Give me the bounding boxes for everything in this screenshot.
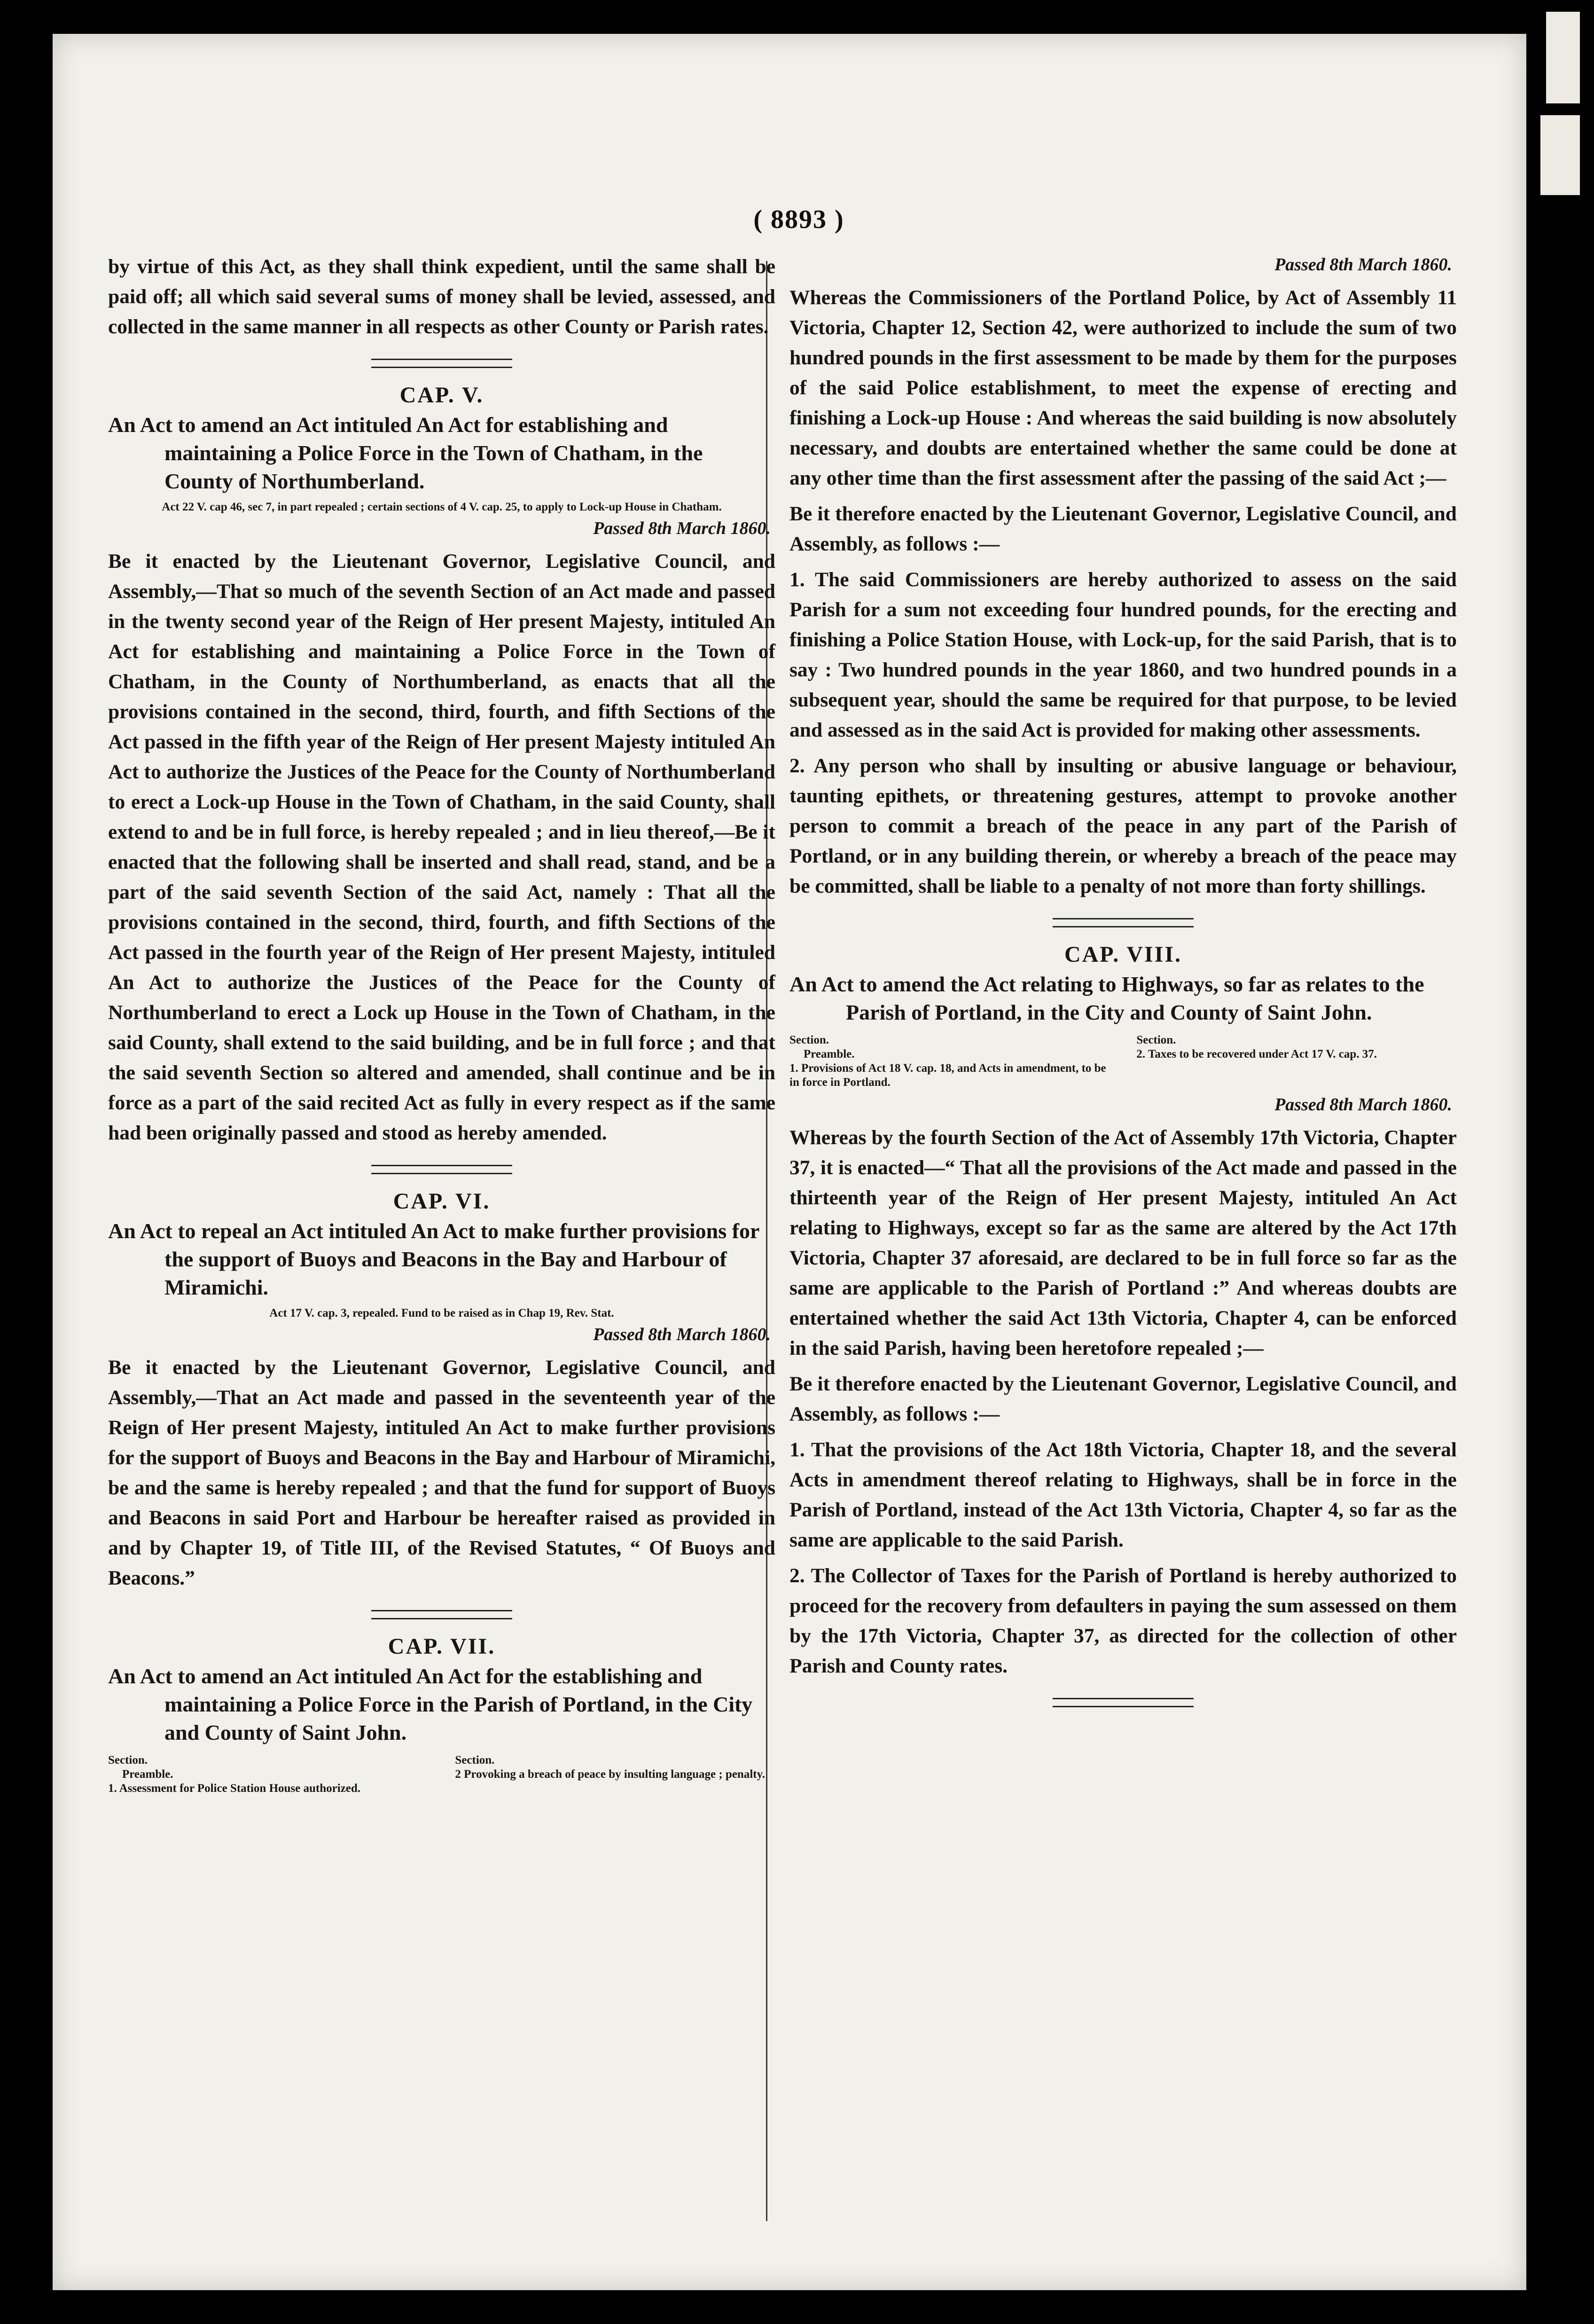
continued-paragraph: by virtue of this Act, as they shall think expedient, until the same shall be paid off; all which said several sums of money shall be levied, assessed, and collected in the same manner in all respects as other County or Parish rates. — [108, 255, 775, 338]
cap-heading: CAP. VI. — [393, 1189, 491, 1214]
section-2: 2. The Collector of Taxes for the Parish of Portland is hereby authorized to proceed for the recovery from defaulters in paying the sum assessed on them by the 17th Victoria, Chapter 37, as directed for the collection of other Parish and County rates. — [789, 1564, 1457, 1677]
contents-right — [455, 1753, 775, 1796]
cap-heading: CAP. VII. — [388, 1634, 496, 1659]
section-1: 1. That the provisions of the Act 18th Victoria, Chapter 18, and the several Acts in amendment thereof relating to Highways, shall be in force in the Parish of Portland, instead of the Act 13th Victoria, Chapter 4, so far as the same are applicable to the said Parish. — [789, 1438, 1457, 1551]
contents-line: Preamble. — [122, 1768, 173, 1781]
section-divider — [371, 1165, 512, 1174]
act-preamble: Whereas the Commissioners of the Portland Police, by Act of Assembly 11 Victoria, Chapter 12, Section 42, were authorized to include the sum of two hundred pounds in the first assessment to be made by them for the purposes of the said Police establishment, to meet the expense of erecting and finishing a Lock-up House : And whereas the said building is now absolutely necessary, and doubts are entertained whether the same could be done at any other time than the first assessment after the passing of the said Act ;— — [789, 286, 1457, 489]
act-title: An Act to amend an Act intituled An Act for the establishing and maintaining a Police Force in the Parish of Portland, in the City and County of Saint John. — [108, 1664, 753, 1744]
contents-line: 1. Assessment for Police Station House authorized. — [108, 1782, 361, 1795]
contents-left — [789, 1033, 1110, 1090]
section-divider — [371, 1610, 512, 1619]
cap-heading: CAP. VIII. — [1064, 942, 1182, 967]
right-column — [789, 251, 1457, 1721]
cap-heading: CAP. V. — [399, 383, 484, 408]
enacting-clause: Be it therefore enacted by the Lieutenant Governor, Legislative Council, and Assembly, as follows :— — [789, 502, 1457, 555]
contents-line: Section. — [455, 1754, 495, 1767]
contents-left — [108, 1753, 429, 1796]
act-preamble: Whereas by the fourth Section of the Act of Assembly 17th Victoria, Chapter 37, it is enacted—“ That all the provisions of the Act made and passed in the thirteenth year of the Reign of Her present Majesty, intituled An Act relating to Highways, except so far as the same are altered by the Act 17th Victoria, Chapter 37 aforesaid, are declared to be in full force so far as the same are applicable to the Parish of Portland :” And whereas doubts are entertained whether the said Act 13th Victoria, Chapter 4, can be enforced in the said Parish, having been heretofore repealed ;— — [789, 1126, 1457, 1359]
section-divider — [1053, 918, 1194, 927]
marginal-note: Act 22 V. cap 46, sec 7, in part repealed ; certain sections of 4 V. cap. 25, to apply to Lock-up House in Chatham. — [162, 501, 722, 513]
act-title: An Act to amend an Act intituled An Act for establishing and maintaining a Police Force in the Town of Chatham, in the County of Northumberland. — [108, 413, 703, 493]
section-divider — [371, 359, 512, 368]
table-of-contents — [108, 1753, 775, 1796]
marginal-note: Act 17 V. cap. 3, repealed. Fund to be raised as in Chap 19, Rev. Stat. — [269, 1307, 614, 1319]
section-2: 2. Any person who shall by insulting or abusive language or behaviour, taunting epithets, or threatening gestures, attempt to provoke another person to commit a breach of the peace in any part of the Parish of Portland, or in any building therein, or whereby a breach of the peace may be committed, shall be liable to a penalty of not more than forty shillings. — [789, 754, 1457, 897]
page-edge-tab — [1546, 12, 1580, 103]
act-body: Be it enacted by the Lieutenant Governor, Legislative Council, and Assembly,—That an Act made and passed in the seventeenth year of the Reign of Her present Majesty, intituled An Act to make further provisions for the support of Buoys and Beacons in the Bay and Harbour of Miramichi, be and the same is hereby repealed ; and that the fund for support of Buoys and Beacons in said Port and Harbour be hereafter raised as provided in and by Chapter 19, of Title III, of the Revised Statutes, “ Of Buoys and Beacons.” — [108, 1356, 775, 1589]
page-edge-tab — [1540, 115, 1580, 195]
enacting-clause: Be it therefore enacted by the Lieutenant Governor, Legislative Council, and Assembly, as follows :— — [789, 1373, 1457, 1425]
act-title: An Act to repeal an Act intituled An Act to make further provisions for the support of Buoys and Beacons in the Bay and Harbour of Miramichi. — [108, 1219, 759, 1299]
contents-line: Section. — [1136, 1034, 1176, 1046]
page-number: ( 8893 ) — [753, 205, 844, 234]
contents-line: Preamble. — [804, 1048, 855, 1060]
table-of-contents — [789, 1033, 1457, 1090]
section-divider — [1053, 1698, 1194, 1707]
contents-line: 2. Taxes to be recovered under Act 17 V. cap. 37. — [1136, 1048, 1377, 1060]
contents-line: Section. — [108, 1754, 148, 1767]
act-body: Be it enacted by the Lieutenant Governor, Legislative Council, and Assembly,—That so much of the seventh Section of an Act made and passed in the twenty second year of the Reign of Her present Majesty, intituled An Act for establishing and maintaining a Police Force in the Town of Chatham, in the County of Northumberland, as enacts that all the provisions contained in the second, third, fourth, and fifth Sections of the Act passed in the fifth year of the Reign of Her present Majesty intituled An Act to authorize the Justices of the Peace for the County of Northumberland to erect a Lock-up House in the Town of Chatham, in the said County, shall extend to and be in full force, is hereby repealed ; and in lieu thereof,—Be it enacted that the following shall be inserted and shall read, stand, and be a part of the said seventh Section of the said Act, namely : That all the provisions contained in the second, third, fourth, and fifth Sections of the Act passed in the fourth year of the Reign of Her present Majesty, intituled An Act to authorize the Justices of the Peace for the County of Northumberland to erect a Lock up House in the Town of Chatham, in the said County, shall extend to the said building, and be in full force ; and that the said seventh Section so altered and amended, shall continue and be in force as a part of the said recited Act as fully in every respect as if the same had been originally passed and stood as hereby amended. — [108, 550, 775, 1144]
act-title: An Act to amend the Act relating to Highways, so far as relates to the Parish of Portland, in the City and County of Saint John. — [789, 972, 1424, 1024]
contents-right — [1136, 1033, 1457, 1090]
contents-line: 2 Provoking a breach of peace by insulting language ; penalty. — [455, 1768, 765, 1781]
passed-date: Passed 8th March 1860. — [593, 518, 771, 538]
passed-date: Passed 8th March 1860. — [1274, 255, 1452, 275]
section-1: 1. The said Commissioners are hereby authorized to assess on the said Parish for a sum not exceeding four hundred pounds, for the erecting and finishing a Police Station House, with Lock-up, for the said Parish, that is to say : Two hundred pounds in the year 1860, and two hundred pounds in a subsequent year, should the same be required for that purpose, to be levied and assessed as in the said Act is provided for making other assessments. — [789, 568, 1457, 741]
contents-line: 1. Provisions of Act 18 V. cap. 18, and Acts in amendment, to be in force in Portland. — [789, 1062, 1106, 1089]
left-column — [108, 251, 775, 1800]
passed-date: Passed 8th March 1860. — [593, 1325, 771, 1344]
contents-line: Section. — [789, 1034, 829, 1046]
passed-date: Passed 8th March 1860. — [1274, 1095, 1452, 1115]
